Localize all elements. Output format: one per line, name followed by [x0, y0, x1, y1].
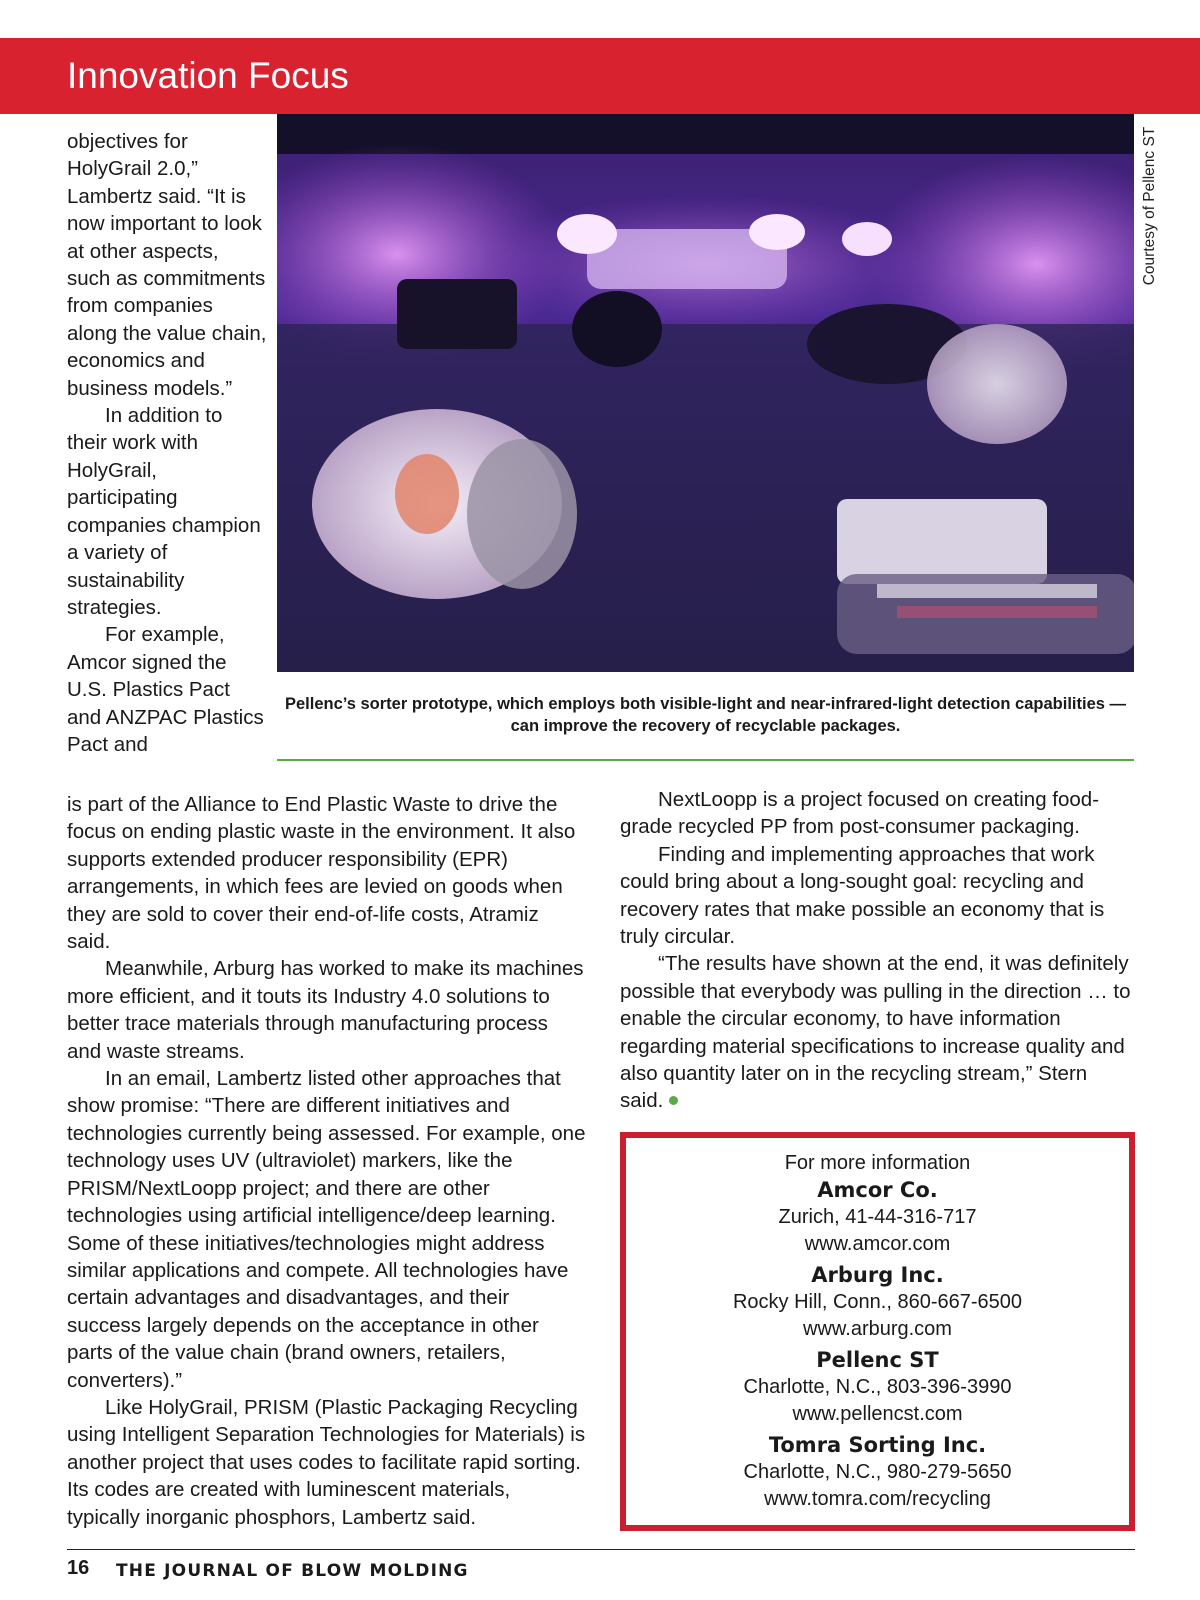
company-website: www.tomra.com/recycling — [764, 1488, 991, 1510]
photo-credit-text: Courtesy of Pellenc ST — [1141, 126, 1158, 286]
company-entry — [626, 1347, 1129, 1428]
info-box-title: For more information — [784, 1152, 971, 1174]
page-number: 16 — [67, 1557, 90, 1579]
right-text-column — [620, 786, 1135, 1115]
company-name: Arburg Inc. — [811, 1263, 944, 1287]
company-entry — [626, 1432, 1129, 1513]
publication-name: THE JOURNAL OF BLOW MOLDING — [116, 1561, 469, 1581]
company-location: Charlotte, N.C., 803-396-3990 — [743, 1376, 1012, 1398]
paragraph-text: “The results have shown at the end, it was definitely possible that everybody was pulling in the direction … to enable the circular economy, to have information regarding material specifications to increase quality and also quantity later on in the recycling stream,” Stern said. — [620, 952, 1131, 1113]
company-name: Tomra Sorting Inc. — [768, 1433, 987, 1457]
company-location: Charlotte, N.C., 980-279-5650 — [743, 1461, 1012, 1483]
caption-divider — [277, 759, 1134, 761]
paragraph: For example, Amcor signed the U.S. Plastics Pact and ANZPAC Plastics Pact and — [67, 623, 264, 756]
paragraph: Finding and implementing approaches that work could bring about a long-sought goal: recycling and recovery rates that make possible an economy that is truly circular. — [620, 842, 1105, 949]
paragraph: Like HolyGrail, PRISM (Plastic Packaging Recycling using Intelligent Separation Technologies for Materials) is another project that uses codes to facilitate rapid sorting. Its codes are created with luminescent materials, typically inorganic phosphors, Lambertz said. — [67, 1395, 586, 1529]
company-name: Amcor Co. — [817, 1178, 938, 1202]
paragraph — [620, 950, 1135, 1114]
footer-divider — [67, 1549, 1135, 1550]
company-entry — [626, 1177, 1129, 1258]
end-of-article-dot-icon — [669, 1096, 678, 1105]
photo-caption: Pellenc’s sorter prototype, which employs both visible-light and near-infrared-light detection capabilities — can improve the recovery of recyclable packages. — [284, 695, 1127, 735]
company-name: Pellenc ST — [816, 1348, 939, 1372]
section-banner — [0, 38, 1200, 114]
company-location: Zurich, 41-44-316-717 — [778, 1206, 977, 1228]
paragraph: Meanwhile, Arburg has worked to make its machines more efficient, and it touts its Industry 4.0 solutions to better trace materials through manufacturing process and waste streams. — [67, 957, 584, 1063]
section-title: Innovation Focus — [67, 55, 349, 96]
narrow-text-column — [67, 128, 267, 758]
paragraph: In addition to their work with HolyGrail, participating companies champion a variety of sustainability strategies. — [67, 404, 261, 619]
company-website: www.amcor.com — [804, 1233, 951, 1255]
company-website: www.arburg.com — [803, 1318, 952, 1340]
left-text-column — [67, 791, 587, 1531]
company-location: Rocky Hill, Conn., 860-667-6500 — [732, 1291, 1023, 1313]
more-information-box — [620, 1132, 1135, 1531]
paragraph: NextLoopp is a project focused on creating food-grade recycled PP from post-consumer packaging. — [620, 788, 1100, 839]
company-website: www.pellencst.com — [792, 1403, 963, 1425]
paragraph: In an email, Lambertz listed other approaches that show promise: “There are different initiatives and technologies currently being assessed. For example, one technology uses UV (ultraviolet) markers, like the PRISM/NextLoopp project; and there are other technologies using artificial intelligence/deep learning. Some of these initiatives/technologies might address similar applications and compete. All technologies have certain advantages and disadvantages, and their success largely depends on the acceptance in other parts of the value chain (brand owners, retailers, converters).” — [67, 1067, 586, 1392]
company-entry — [626, 1262, 1129, 1343]
paragraph: is part of the Alliance to End Plastic Waste to drive the focus on ending plastic waste in the environment. It also supports extended producer responsibility (EPR) arrangements, in which fees are levied on goods when they are sold to cover their end-of-life costs, Atramiz said. — [67, 793, 576, 954]
sorter-prototype-photo — [277, 114, 1134, 672]
paragraph: objectives for HolyGrail 2.0,” Lambertz said. “It is now important to look at other aspects, such as commitments from companies along the value chain, economics and business models.” — [67, 130, 267, 400]
